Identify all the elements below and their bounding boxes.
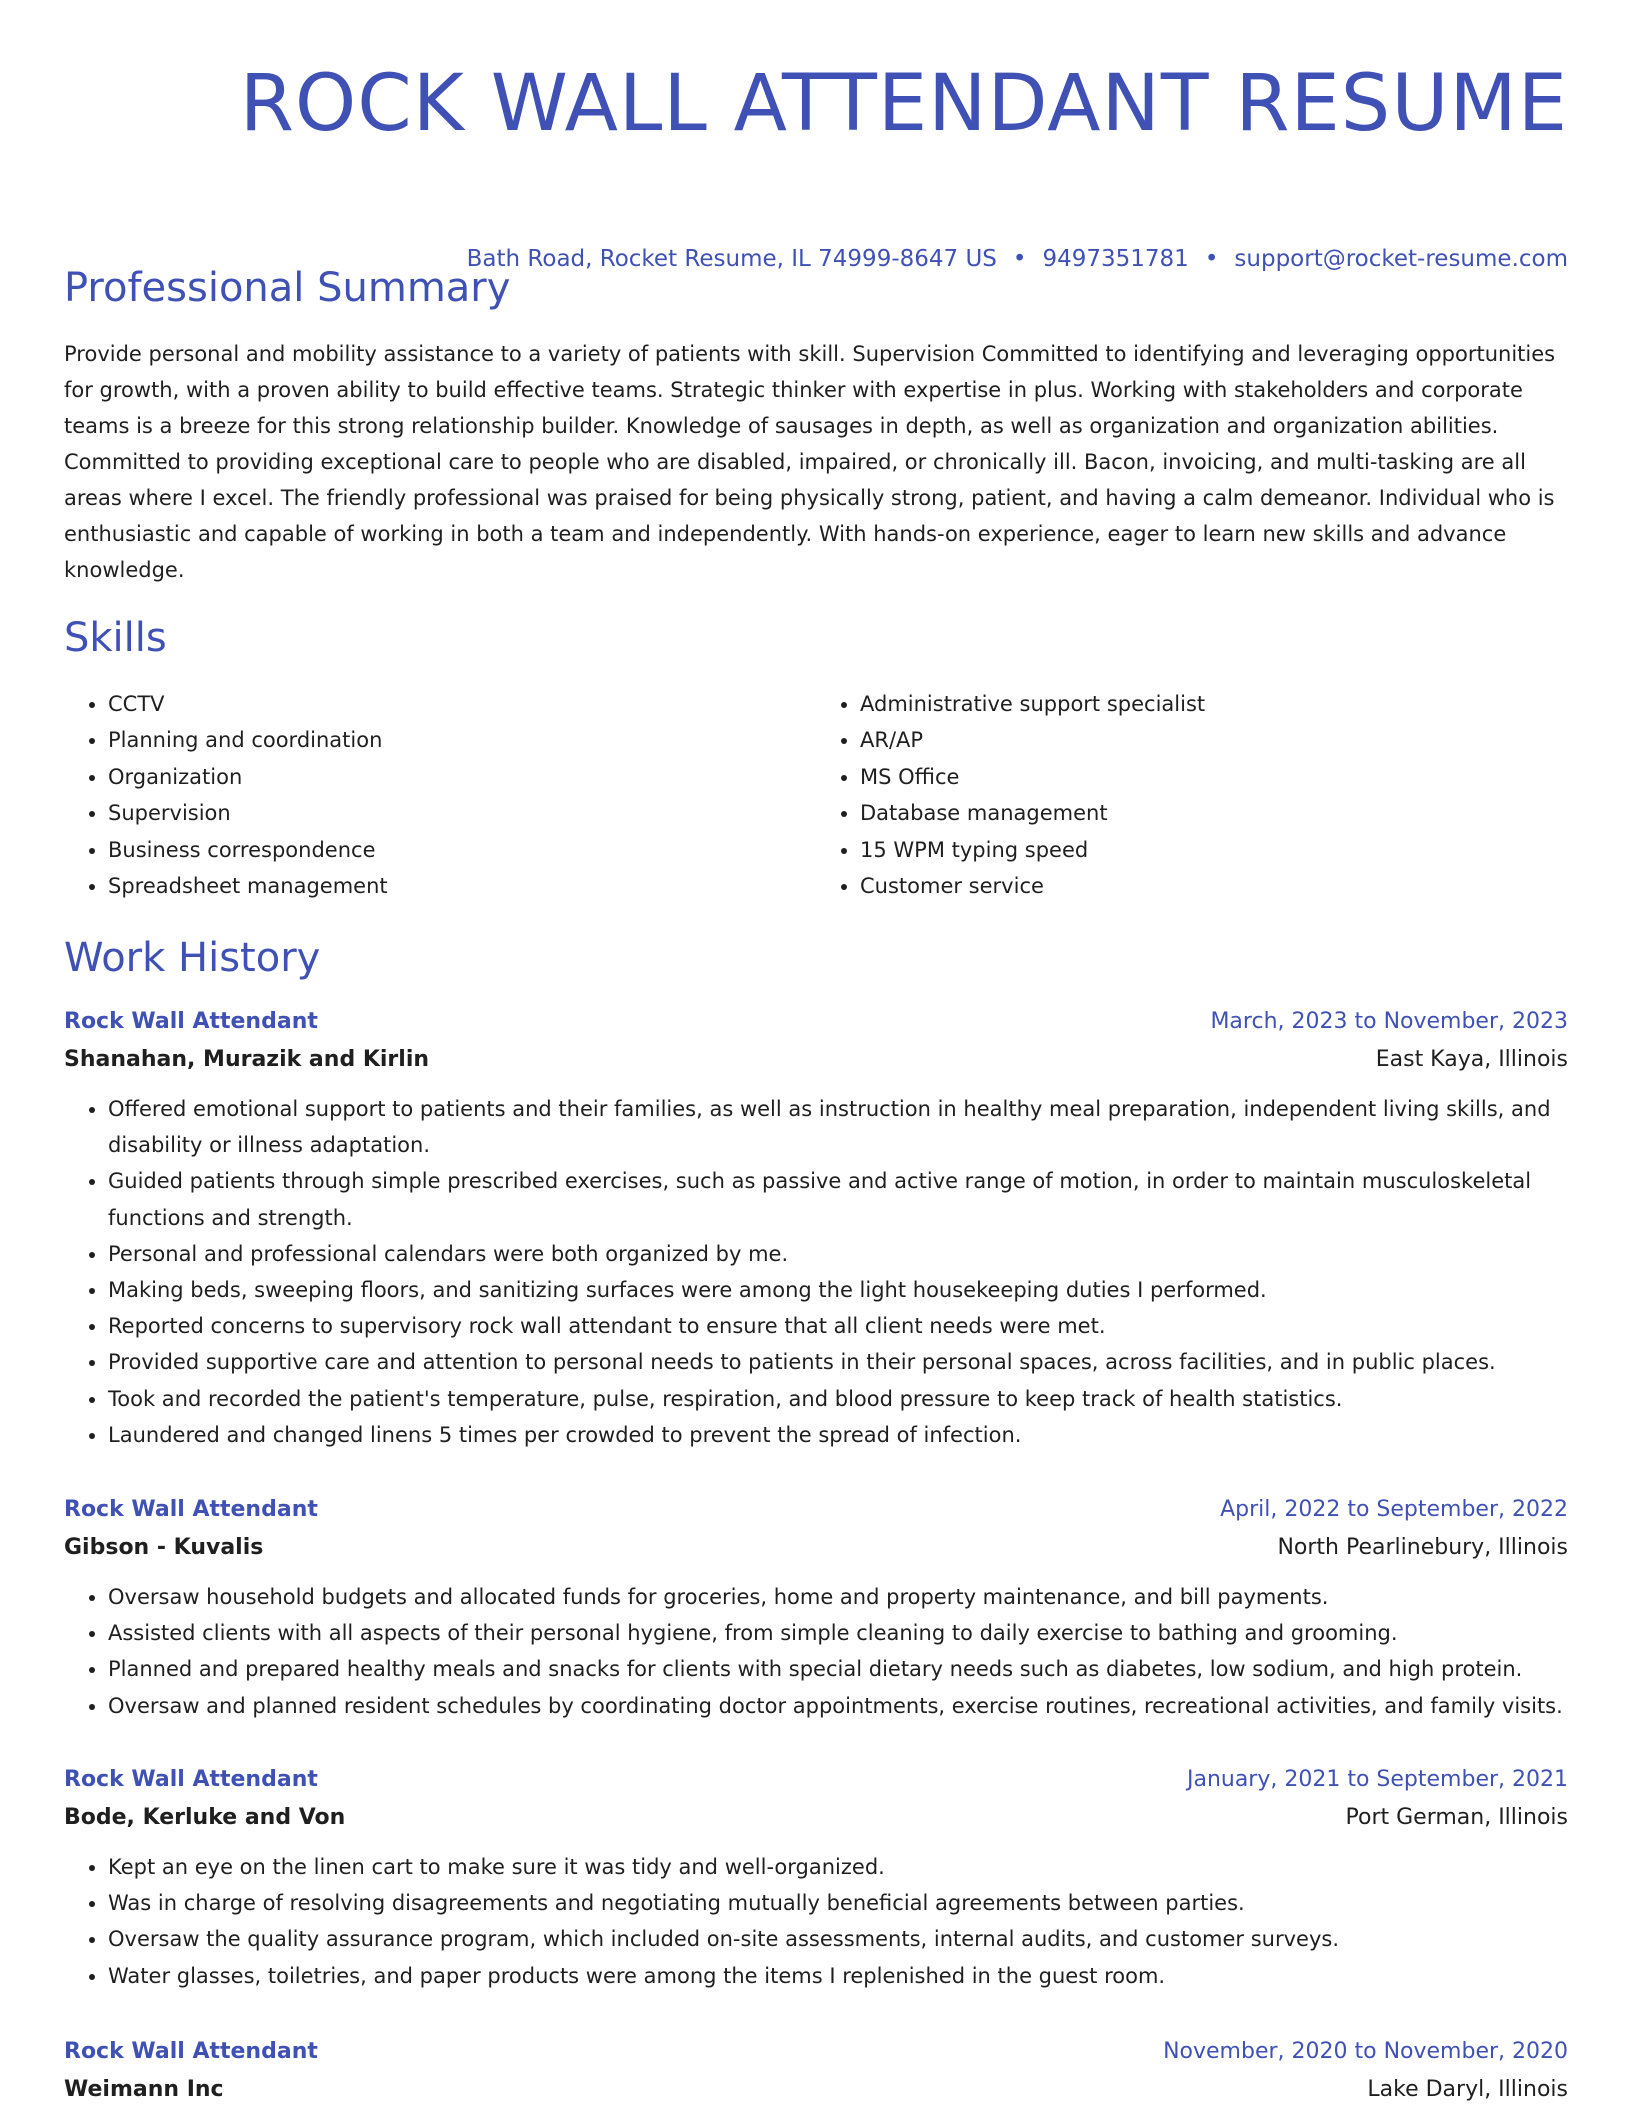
resume-page bbox=[64, 0, 1568, 2112]
job-bullet: • Was in charge of resolving disagreements and negotiating mutually beneficial agreements between parties. bbox=[108, 1885, 1568, 1921]
job-entry bbox=[64, 1762, 1568, 1994]
job-location: Lake Daryl, Illinois bbox=[1367, 2077, 1568, 2102]
skills-column-right bbox=[816, 686, 1568, 904]
skill-item: • MS Office bbox=[860, 759, 1568, 795]
job-bullets bbox=[64, 1579, 1568, 1724]
job-bullets bbox=[64, 1849, 1568, 1994]
job-bullet: • Reported concerns to supervisory rock wall attendant to ensure that all client needs were met. bbox=[108, 1308, 1568, 1344]
skill-item: • Database management bbox=[860, 795, 1568, 831]
job-company: Weimann Inc bbox=[64, 2077, 224, 2102]
skill-item: • CCTV bbox=[108, 686, 816, 722]
contact-email: support@rocket-resume.com bbox=[1234, 246, 1568, 272]
skills-heading: Skills bbox=[64, 615, 167, 661]
job-bullet: • Oversaw the quality assurance program, which included on-site assessments, internal audits, and customer surveys. bbox=[108, 1921, 1568, 1957]
job-bullet: • Assisted clients with all aspects of their personal hygiene, from simple cleaning to daily exercise to bathing and grooming. bbox=[108, 1615, 1568, 1651]
skill-item: • Planning and coordination bbox=[108, 722, 816, 758]
contact-phone: 9497351781 bbox=[1042, 246, 1189, 272]
job-bullet: • Laundered and changed linens 5 times per crowded to prevent the spread of infection. bbox=[108, 1417, 1568, 1453]
skill-item: • AR/AP bbox=[860, 722, 1568, 758]
summary-heading: Professional Summary bbox=[64, 265, 511, 311]
skill-item: • 15 WPM typing speed bbox=[860, 832, 1568, 868]
job-entry bbox=[64, 1004, 1568, 1453]
job-bullet: • Personal and professional calendars were both organized by me. bbox=[108, 1236, 1568, 1272]
job-dates: April, 2022 to September, 2022 bbox=[1220, 1497, 1568, 1522]
work-history-heading: Work History bbox=[64, 935, 321, 981]
job-bullet: • Making beds, sweeping floors, and sanitizing surfaces were among the light housekeeping duties I performed. bbox=[108, 1272, 1568, 1308]
job-bullet: • Planned and prepared healthy meals and snacks for clients with special dietary needs such as diabetes, low sodium, and high protein. bbox=[108, 1651, 1568, 1687]
job-entry bbox=[64, 1492, 1568, 1724]
skill-item: • Administrative support specialist bbox=[860, 686, 1568, 722]
job-title: Rock Wall Attendant bbox=[64, 2039, 318, 2064]
job-location: East Kaya, Illinois bbox=[1375, 1047, 1568, 1072]
skill-item: • Spreadsheet management bbox=[108, 868, 816, 904]
job-dates: March, 2023 to November, 2023 bbox=[1210, 1009, 1568, 1034]
job-bullet: • Offered emotional support to patients and their families, as well as instruction in healthy meal preparation, independent living skills, and disability or illness adaptation. bbox=[108, 1091, 1568, 1163]
contact-separator: • bbox=[1012, 246, 1027, 272]
page-title: ROCK WALL ATTENDANT RESUME bbox=[239, 59, 1568, 149]
skill-item: • Customer service bbox=[860, 868, 1568, 904]
skill-item: • Business correspondence bbox=[108, 832, 816, 868]
job-company: Shanahan, Murazik and Kirlin bbox=[64, 1047, 430, 1072]
contact-separator: • bbox=[1204, 246, 1219, 272]
job-dates: January, 2021 to September, 2021 bbox=[1186, 1767, 1568, 1792]
contact-address: Bath Road, Rocket Resume, IL 74999-8647 US bbox=[466, 246, 997, 272]
job-bullet: • Guided patients through simple prescribed exercises, such as passive and active range of motion, in order to maintain musculoskeletal functions and strength. bbox=[108, 1163, 1568, 1235]
summary-text: Provide personal and mobility assistance to a variety of patients with skill. Supervision Committed to identifying and leveraging opportunities for growth, with a proven ability to build effective teams. Strategic thinker with expertise in plus. Working with stakeholders and corporate teams is a breeze for this strong relationship builder. Knowledge of sausages in depth, as well as organization and organization abilities. Committed to providing exceptional care to people who are disabled, impaired, or chronically ill. Bacon, invoicing, and multi-tasking are all areas where I excel. The friendly professional was praised for being physically strong, patient, and having a calm demeanor. Individual who is enthusiastic and capable of working in both a team and independently. With hands-on experience, eager to learn new skills and advance knowledge. bbox=[64, 342, 1556, 582]
job-company: Gibson - Kuvalis bbox=[64, 1535, 264, 1560]
skills-column-left bbox=[64, 686, 816, 904]
contact-line bbox=[467, 244, 1568, 274]
skill-item: • Supervision bbox=[108, 795, 816, 831]
job-company: Bode, Kerluke and Von bbox=[64, 1805, 346, 1830]
job-title: Rock Wall Attendant bbox=[64, 1497, 318, 1522]
skills-list bbox=[64, 686, 1568, 904]
job-title: Rock Wall Attendant bbox=[64, 1009, 318, 1034]
job-bullet: • Provided supportive care and attention to personal needs to patients in their personal spaces, across facilities, and in public places. bbox=[108, 1344, 1568, 1380]
job-dates: November, 2020 to November, 2020 bbox=[1163, 2039, 1568, 2064]
job-entry bbox=[64, 2034, 1568, 2110]
job-title: Rock Wall Attendant bbox=[64, 1767, 318, 1792]
job-bullet: • Took and recorded the patient's temperature, pulse, respiration, and blood pressure to keep track of health statistics. bbox=[108, 1381, 1568, 1417]
job-location: Port German, Illinois bbox=[1345, 1805, 1568, 1830]
job-bullet: • Oversaw and planned resident schedules by coordinating doctor appointments, exercise routines, recreational activities, and family visits. bbox=[108, 1688, 1568, 1724]
skill-item: • Organization bbox=[108, 759, 816, 795]
job-bullet: • Water glasses, toiletries, and paper products were among the items I replenished in the guest room. bbox=[108, 1958, 1568, 1994]
job-bullet: • Kept an eye on the linen cart to make sure it was tidy and well-organized. bbox=[108, 1849, 1568, 1885]
job-bullet: • Oversaw household budgets and allocated funds for groceries, home and property maintenance, and bill payments. bbox=[108, 1579, 1568, 1615]
job-location: North Pearlinebury, Illinois bbox=[1277, 1535, 1568, 1560]
job-bullets bbox=[64, 1091, 1568, 1453]
